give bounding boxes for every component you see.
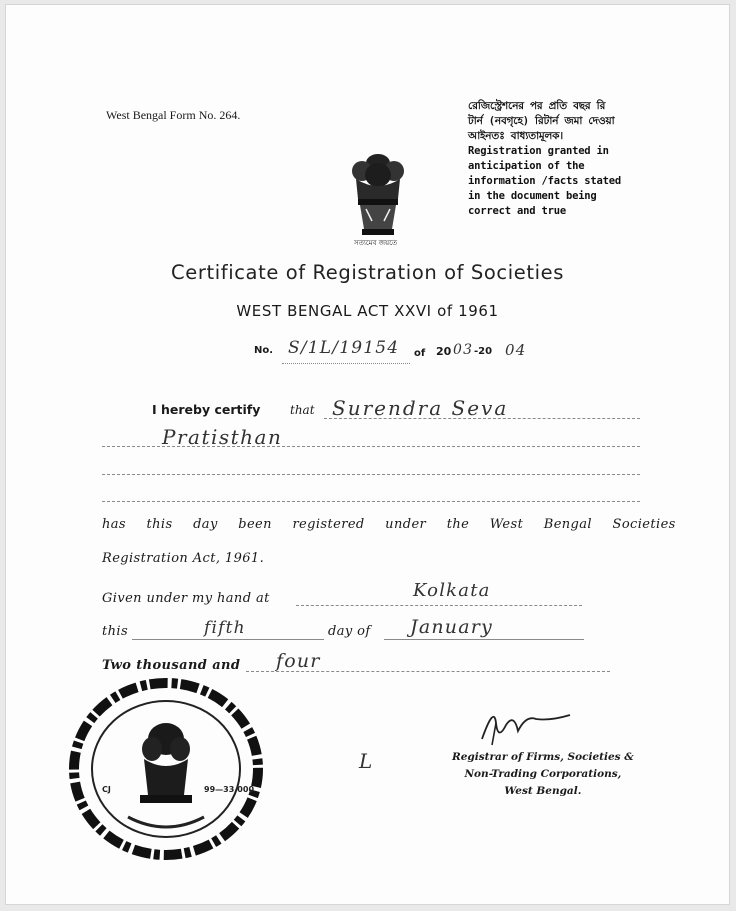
- certificate-title: Certificate of Registration of Societies: [171, 261, 564, 284]
- registrar-signature: [476, 695, 586, 755]
- form-number: West Bengal Form No. 264.: [106, 108, 241, 122]
- registration-number-rule: [282, 363, 410, 364]
- stamp-line: information /facts stated: [468, 175, 622, 187]
- day-value: fifth: [204, 618, 246, 638]
- stamp-line: correct and true: [468, 205, 566, 217]
- stamp-line: আইনতঃ বাধ্যতামূলক।: [468, 130, 563, 142]
- certificate-page: [6, 5, 729, 904]
- place-value: Kolkata: [413, 580, 491, 601]
- registered-statement: has this day been registered under the West Bengal Societies: [102, 517, 676, 532]
- year-end-handwritten: 04: [505, 341, 527, 359]
- stamp-line: anticipation of the: [468, 160, 585, 172]
- registrar-line: Non-Trading Corporations,: [464, 768, 622, 780]
- year-word-rule: [246, 671, 610, 672]
- registration-of-label: of: [414, 348, 426, 359]
- seal-text-right: 99—33,000: [204, 785, 255, 794]
- year-separator: -20: [474, 346, 493, 357]
- registrar-line: West Bengal.: [504, 785, 582, 797]
- year-start-handwritten: 03: [453, 342, 474, 358]
- two-thousand-label: Two thousand and: [102, 658, 241, 673]
- year-word-value: four: [276, 650, 321, 672]
- stamp-line: Registration granted in: [468, 145, 609, 157]
- day-rule: [132, 639, 324, 640]
- registrar-line: Registrar of Firms, Societies &: [452, 751, 634, 763]
- national-emblem-icon: [342, 149, 414, 257]
- society-name-line2: Pratisthan: [162, 425, 283, 449]
- registration-no-label: No.: [254, 345, 274, 356]
- stamp-line: টার্ন (নবগৃহে) রিটার্ন জমা দেওয়া: [468, 115, 615, 127]
- society-name-line1: Surendra Seva: [332, 396, 509, 420]
- place-rule: [296, 605, 582, 606]
- name-rule-2: [102, 446, 640, 447]
- given-under-hand: Given under my hand at: [102, 591, 270, 606]
- stamp-line: রেজিস্ট্রেশনের পর প্রতি বছর রি: [468, 100, 606, 112]
- this-label: this: [102, 624, 129, 639]
- emblem-caption: সত্যমেব জয়তে: [354, 239, 398, 247]
- certify-text: I hereby certify: [152, 402, 261, 417]
- seal-text-left: CJ: [102, 785, 111, 794]
- registration-stamp: [468, 99, 668, 219]
- official-seal-icon: [68, 677, 264, 865]
- day-of-label: day of: [328, 624, 371, 639]
- act-reference: Registration Act, 1961.: [102, 551, 265, 566]
- that-text: that: [290, 403, 315, 417]
- name-rule-1: [324, 418, 640, 419]
- registrar-title: [452, 749, 634, 800]
- act-name: WEST BENGAL ACT XXVI of 1961: [236, 302, 499, 320]
- name-rule-4: [102, 501, 640, 502]
- month-value: January: [410, 616, 493, 638]
- year-start-printed: 20: [436, 345, 452, 358]
- stamp-line: in the document being: [468, 190, 597, 202]
- name-rule-3: [102, 474, 640, 475]
- month-rule: [384, 639, 584, 640]
- registration-number: S/1L/19154: [288, 338, 400, 358]
- handwritten-initial: L: [359, 749, 374, 773]
